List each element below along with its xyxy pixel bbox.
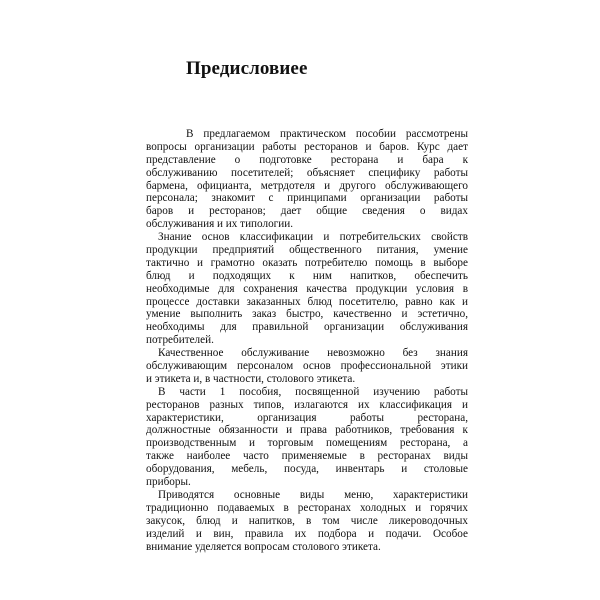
text-line: тактично и грамотно оказать потребителю помощь в выборе	[146, 256, 468, 269]
text-line: Качественное обслуживание невозможно без знания	[158, 347, 468, 360]
body-text	[146, 128, 468, 553]
paragraph-2	[146, 231, 468, 347]
text-line: Знание основ классификации и потребительских свойств	[158, 231, 468, 244]
text-line: бармена, официанта, метрдотеля и другого обслуживающего	[146, 179, 468, 192]
paragraph-3	[146, 347, 468, 386]
text-line: производственным и торговым помещениям ресторана, а	[146, 437, 468, 450]
text-line: вопросы организации работы ресторанов и баров. Курс дает	[146, 140, 468, 153]
text-line: и этикета и, в частности, столового этикета.	[146, 372, 356, 385]
text-line: характеристики, организация работы ресторана,	[146, 411, 468, 424]
paragraph-4	[146, 386, 468, 489]
text-line: блюд и подходящих к ним напитков, обеспечить	[146, 269, 468, 282]
text-line: приборы.	[146, 476, 191, 489]
text-line: обслуживающим персоналом основ профессиональной этики	[146, 360, 468, 373]
text-line: традиционно подаваемых в ресторанах холодных и горячих	[146, 501, 468, 514]
text-line: процессе доставки заказанных блюд посетителю, равно как и	[146, 295, 468, 308]
text-line: Приводятся основные виды меню, характеристики	[158, 488, 468, 501]
text-line: закусок, блюд и напитков, в том числе ликероводочных	[146, 514, 468, 527]
text-line: внимание уделяется вопросам столового этикета.	[146, 540, 381, 553]
text-line: должностные обязанности и права работников, требования к	[146, 424, 468, 437]
text-line: умение выполнить заказ быстро, качественно и эстетично,	[146, 308, 468, 321]
paragraph-1	[146, 128, 468, 231]
text-line: представление о подготовке ресторана и бара к	[146, 153, 468, 166]
text-line: В части 1 пособия, посвященной изучению работы	[158, 385, 468, 398]
paragraph-5	[146, 489, 468, 553]
text-line: персонала; знакомит с принципами организации работы	[146, 192, 468, 205]
text-line: ресторанов разных типов, излагаются их классификация и	[146, 398, 468, 411]
page-title: Предисловиее	[186, 58, 308, 79]
text-line: необходимы для правильной организации обслуживания	[146, 321, 468, 334]
text-line: необходимые для сохранения качества продукции условия в	[146, 282, 468, 295]
text-line: В предлагаемом практическом пособии рассмотрены	[186, 128, 468, 140]
text-line: изделий и вин, правила их подбора и подачи. Особое	[146, 527, 468, 540]
text-line: также наиболее часто применяемые в ресторанах виды	[146, 450, 468, 463]
text-line: баров и ресторанов; дает общие сведения о видах	[146, 205, 468, 218]
text-line: потребителей.	[146, 334, 214, 347]
text-line: продукции предприятий общественного питания, умение	[146, 244, 468, 257]
text-line: обслуживанию посетителей; объясняет специфику работы	[146, 166, 468, 179]
text-line: обслуживания и их типологии.	[146, 218, 294, 231]
text-line: оборудования, мебель, посуда, инвентарь и столовые	[146, 463, 468, 476]
